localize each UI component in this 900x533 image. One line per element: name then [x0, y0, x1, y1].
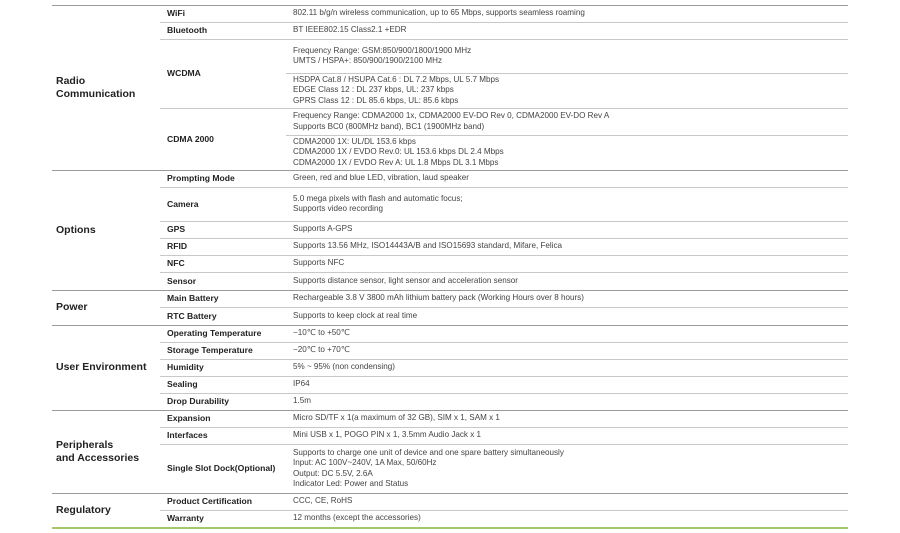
row-divider [160, 510, 848, 511]
spec-label: Prompting Mode [167, 173, 235, 183]
spec-value: Supports A-GPS [293, 224, 353, 234]
spec-value: HSDPA Cat.8 / HSUPA Cat.6 : DL 7.2 Mbps, UL 5.7 Mbps EDGE Class 12 : DL 237 kbps, UL: 237 kbps GPRS Class 12 : DL 85.6 kbps, UL: 85.6 kbps [293, 74, 500, 105]
row-divider [160, 359, 848, 360]
spec-value: Supports NFC [293, 258, 345, 268]
row-divider [160, 376, 848, 377]
spec-label: GPS [167, 224, 186, 234]
spec-label: Warranty [167, 513, 204, 523]
spec-value: Green, red and blue LED, vibration, laud speaker [293, 173, 469, 183]
spec-label: Expansion [167, 413, 211, 423]
spec-value: 12 months (except the accessories) [293, 513, 421, 523]
spec-value: Rechargeable 3.8 V 3800 mAh lithium battery pack (Working Hours over 8 hours) [293, 293, 584, 303]
spec-value: IP64 [293, 379, 310, 389]
spec-value: 5.0 mega pixels with flash and automatic focus; Supports video recording [293, 193, 463, 213]
spec-label: Camera [167, 198, 199, 209]
spec-label: RTC Battery [167, 310, 217, 321]
spec-label: Humidity [167, 362, 204, 372]
category-label: Regulatory [56, 503, 111, 516]
row-divider [52, 410, 848, 411]
spec-value: Mini USB x 1, POGO PIN x 1, 3.5mm Audio Jack x 1 [293, 430, 482, 440]
category-label: Radio Communication [56, 75, 136, 100]
row-divider [160, 255, 848, 256]
spec-value: 802.11 b/g/n wireless communication, up to 65 Mbps, supports seamless roaming [293, 8, 585, 18]
category-label: User Environment [56, 361, 147, 374]
row-divider [160, 427, 848, 428]
row-divider [160, 444, 848, 445]
category-label: Peripherals and Accessories [56, 439, 140, 464]
row-divider [160, 187, 848, 188]
spec-label: Sealing [167, 379, 198, 389]
row-divider [52, 5, 848, 6]
row-divider [160, 342, 848, 343]
spec-value: Frequency Range: CDMA2000 1x, CDMA2000 EV-DO Rev 0, CDMA2000 EV-DO Rev A Supports BC0 (800MHz band), BC1 (1900MHz band) [293, 111, 610, 131]
spec-value: Supports to charge one unit of device and one spare battery simultaneously Input: AC 100V~240V, 1A Max, 50/60Hz Output: DC 5.5V, 2.6A Indicator Led: Power and Status [293, 447, 564, 488]
row-divider [52, 325, 848, 326]
spec-label: CDMA 2000 [167, 133, 214, 144]
spec-label: NFC [167, 258, 185, 268]
row-divider [52, 493, 848, 494]
spec-value: Supports distance sensor, light sensor and acceleration sensor [293, 275, 518, 285]
spec-label: WiFi [167, 8, 186, 18]
spec-label: Main Battery [167, 293, 219, 303]
spec-value: Micro SD/TF x 1(a maximum of 32 GB), SIM x 1, SAM x 1 [293, 413, 500, 423]
row-divider [160, 393, 848, 394]
spec-value: Frequency Range: GSM:850/900/1800/1900 MHz UMTS / HSPA+: 850/900/1900/2100 MHz [293, 45, 472, 65]
spec-label: Operating Temperature [167, 328, 262, 338]
row-divider [160, 39, 848, 40]
spec-label: Interfaces [167, 430, 208, 440]
spec-label: Drop Durability [167, 396, 230, 406]
spec-label: Sensor [167, 275, 197, 286]
row-divider [52, 290, 848, 291]
spec-label: Single Slot Dock(Optional) [167, 463, 276, 473]
spec-value: 1.5m [293, 396, 311, 406]
row-divider [160, 22, 848, 23]
spec-label: Bluetooth [167, 25, 208, 35]
row-divider [160, 221, 848, 222]
spec-value: Supports to keep clock at real time [293, 310, 418, 320]
spec-label: Storage Temperature [167, 345, 253, 355]
spec-value: −10℃ to +50℃ [293, 328, 350, 338]
spec-value: CCC, CE, RoHS [293, 496, 353, 506]
row-divider [160, 108, 848, 109]
row-divider [52, 527, 848, 529]
row-divider [160, 238, 848, 239]
spec-value: −20℃ to +70℃ [293, 345, 350, 355]
spec-label: RFID [167, 241, 188, 251]
row-divider [160, 307, 848, 308]
spec-value: Supports 13.56 MHz, ISO14443A/B and ISO15693 standard, Mifare, Felica [293, 241, 563, 251]
category-label: Options [56, 223, 96, 236]
spec-value: 5% ~ 95% (non condensing) [293, 362, 395, 372]
row-divider [52, 170, 848, 171]
row-divider [160, 272, 848, 273]
spec-label: Product Certification [167, 496, 252, 506]
spec-value: CDMA2000 1X: UL/DL 153.6 kbps CDMA2000 1X / EVDO Rev.0: UL 153.6 kbps DL 2.4 Mbps CDMA2000 1X / EVDO Rev A: UL 1.8 Mbps DL 3.1 Mbps [293, 136, 504, 167]
category-label: Power [56, 301, 88, 314]
spec-value: BT IEEE802.15 Class2.1 +EDR [293, 25, 407, 35]
spec-label: WCDMA [167, 68, 201, 78]
